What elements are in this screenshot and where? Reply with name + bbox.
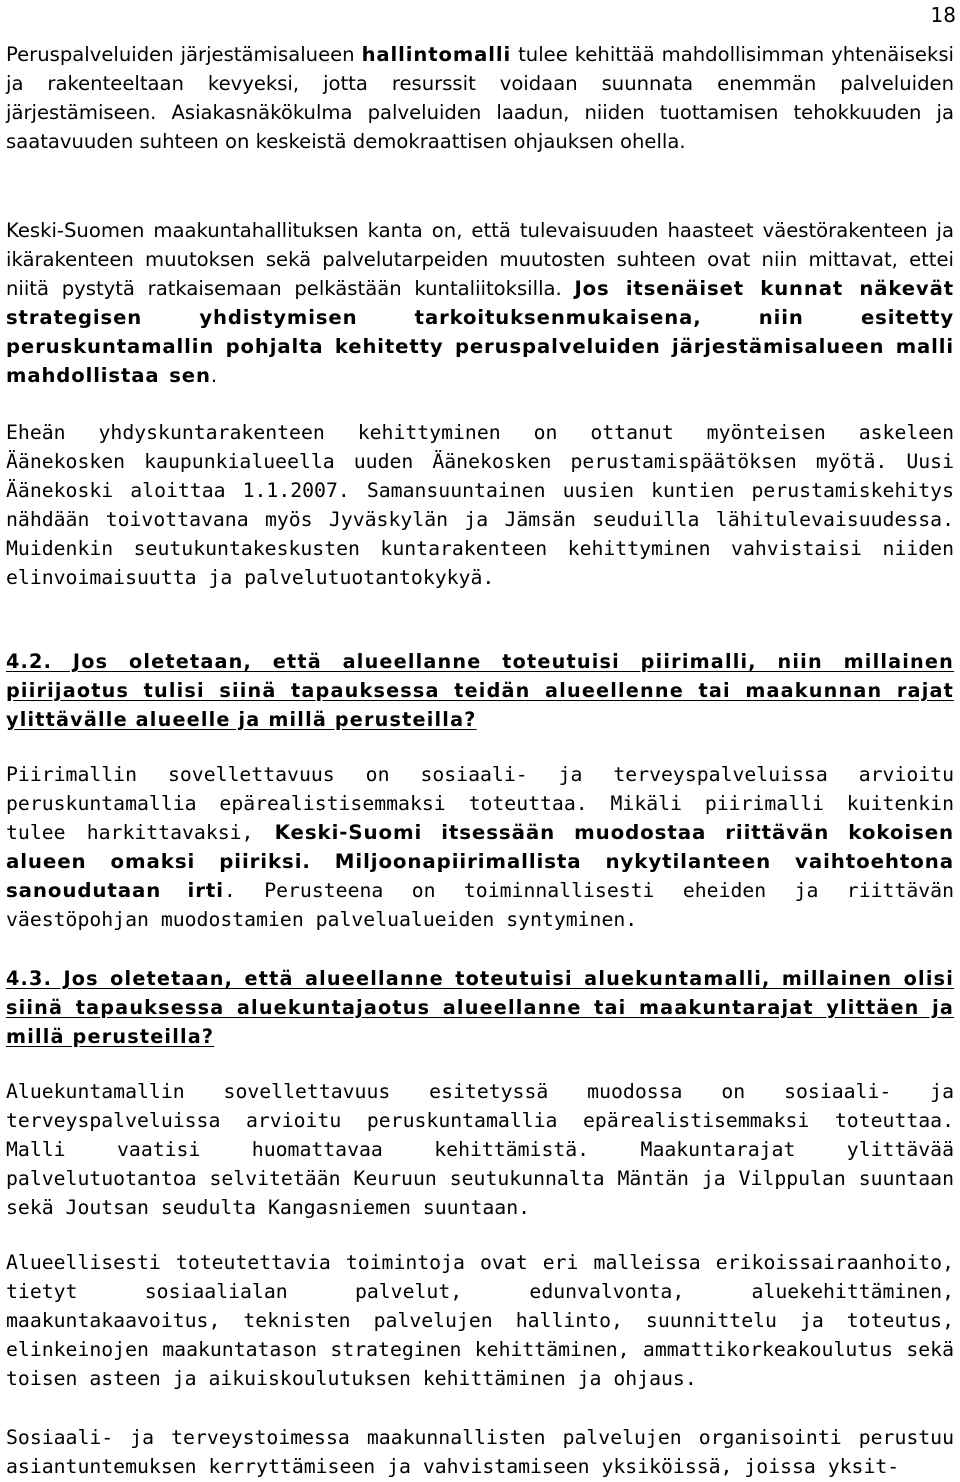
paragraph-district-model xyxy=(6,760,954,934)
page-number: 18 xyxy=(930,3,956,27)
paragraph-regional-functions: Alueellisesti toteutettavia toimintoja ovat eri malleissa erikoissairaanhoito, tietyt sosiaalialan palvelut, edunvalvonta, aluekehittäminen, maakuntakaavoitus, teknisten palvelujen hallinto, suunnittelu ja toteutus, elinkeinojen maakuntatason strateginen kehittäminen, ammattikorkeakoulutus sekä toisen asteen ja aikuiskoulutuksen kehittäminen ja ohjaus. xyxy=(6,1251,954,1390)
paragraph-governance-model xyxy=(6,40,954,156)
paragraph-text: Peruspalveluiden järjestämisalueen xyxy=(6,43,362,66)
paragraph-text: . Perusteena on toiminnallisesti eheiden ja riittävän väestöpohjan muodostamien palvelualueiden syntyminen. xyxy=(6,879,954,931)
emphasis-text: Jos itsenäiset kunnat näkevät strategisen yhdistymisen tarkoituksenmukaisena, niin esitetty peruskuntamallin pohjalta kehitetty peruspalveluiden järjestämisalueen malli mahdollistaa sen xyxy=(6,277,954,387)
paragraph-social-health-services: Sosiaali- ja terveystoimessa maakunnallisten palvelujen organisointi perustuu asiantuntemuksen kerryttämiseen ja vahvistamiseen yksiköissä, joissa yksit- xyxy=(6,1426,954,1478)
paragraph-community-structure: Eheän yhdyskuntarakenteen kehittyminen on ottanut myönteisen askeleen Äänekosken kaupunkialueella uuden Äänekosken perustamispäätöksen myötä. Uusi Äänekoski aloittaa 1.1.2007. Samansuuntainen uusien kuntien perustamiskehitys nähdään toivottavana myös Jyväskylän ja Jämsän seuduilla lähitulevaisuudessa. Muidenkin seutukuntakeskusten kuntarakenteen kehittyminen vahvistaisi niiden elinvoimaisuutta ja palvelutuotantokykyä. xyxy=(6,421,954,589)
emphasis-text: Keski-Suomi itsessään muodostaa riittävän kokoisen alueen omaksi piiriksi. Miljoonapiirimallista nykytilanteen vaihtoehtona sanoudutaan irti xyxy=(6,821,954,902)
paragraph-regional-municipality-model: Aluekuntamallin sovellettavuus esitetyssä muodossa on sosiaali- ja terveyspalveluissa arvioitu peruskuntamallia epärealistisemmaksi toteuttaa. Malli vaatisi huomattavaa kehittämistä. Maakuntarajat ylittävää palvelutuotantoa selvitetään Keuruun seutukunnalta Mäntän ja Vilppulan suuntaan sekä Joutsan seudulta Kangasniemen suuntaan. xyxy=(6,1080,954,1219)
paragraph-text: Keski-Suomen maakuntahallituksen kanta on, että tulevaisuuden haasteet väestörakenteen ja ikärakenteen muutoksen sekä palvelutarpeiden muutosten suhteen ovat niin mittavat, ettei niitä pystytä ratkaisemaan pelkästään kuntaliitoksilla. xyxy=(6,219,954,300)
question-heading-4-2: 4.2. Jos oletetaan, että alueellanne toteutuisi piirimalli, niin millainen piirijaotus tulisi siinä tapauksessa teidän alueellenne tai maakunnan rajat ylittävälle alueelle ja millä perusteilla? xyxy=(6,650,954,731)
paragraph-text: Piirimallin sovellettavuus on sosiaali- ja terveyspalveluissa arvioitu peruskuntamallia epärealistisemmaksi toteuttaa. Mikäli piirimalli kuitenkin tulee harkittavaksi, xyxy=(6,763,954,844)
paragraph-text: tulee kehittää mahdollisimman yhtenäiseksi ja rakenteeltaan kevyeksi, jotta resurssit voidaan suunnata enemmän palveluiden järjestämiseen. Asiakasnäkökulma palveluiden laadun, niiden tuottamisen tehokkuuden ja saatavuuden suhteen on keskeistä demokraattisen ohjauksen ohella. xyxy=(6,43,954,153)
emphasis-text: hallintomalli xyxy=(361,43,512,66)
paragraph-text: . xyxy=(210,364,218,387)
question-heading-4-3: 4.3. Jos oletetaan, että alueellanne toteutuisi aluekuntamalli, millainen olisi siinä tapauksessa aluekuntajaotus alueellanne tai maakuntarajat ylittäen ja millä perusteilla? xyxy=(6,967,954,1048)
paragraph-regional-council-position xyxy=(6,216,954,390)
